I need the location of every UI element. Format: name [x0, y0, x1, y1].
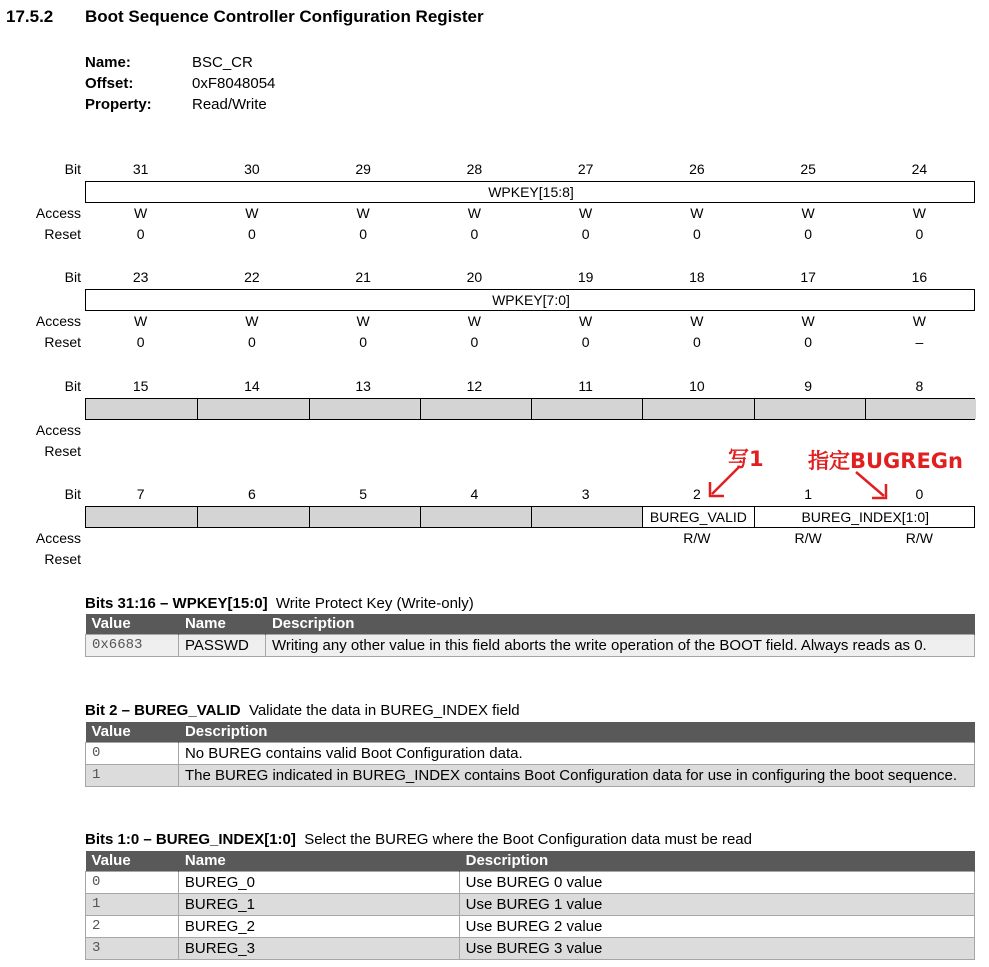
- bit-number: 21: [355, 269, 371, 285]
- register-row: [85, 181, 975, 203]
- register-row: [85, 506, 975, 528]
- reserved-bit-field: [197, 507, 308, 527]
- section-index-title: Bits 1:0 – BUREG_INDEX[1:0] Select the BUREG where the Boot Configuration data must be read: [85, 831, 752, 848]
- meta-value: Read/Write: [192, 96, 267, 113]
- row-label-reset: Reset: [44, 334, 81, 350]
- text-cell: PASSWD: [178, 635, 265, 657]
- table-row: [86, 894, 975, 916]
- row-label-bit: Bit: [64, 378, 81, 394]
- table-row: [86, 765, 975, 787]
- access-value: W: [134, 205, 148, 221]
- reset-value: 0: [136, 226, 145, 242]
- register-field: BUREG_VALID: [642, 507, 753, 527]
- value-cell: 2: [86, 916, 179, 938]
- text-cell: No BUREG contains valid Boot Configuration data.: [178, 743, 974, 765]
- access-value: W: [912, 205, 926, 221]
- annotation-write-one: 写1: [728, 447, 764, 471]
- text-cell: BUREG_0: [178, 872, 459, 894]
- bit-number: 31: [132, 161, 149, 177]
- bit-number: 17: [800, 269, 816, 285]
- access-value: R/W: [794, 530, 822, 546]
- reset-value: 0: [470, 226, 479, 242]
- text-cell: Use BUREG 3 value: [459, 938, 974, 960]
- access-value: W: [356, 313, 370, 329]
- bit-number: 5: [359, 486, 368, 502]
- row-label-access: Access: [35, 205, 81, 221]
- meta-value: BSC_CR: [192, 54, 253, 71]
- bit-number: 19: [577, 269, 594, 285]
- bit-number: 11: [578, 378, 593, 394]
- reset-value: 0: [136, 334, 145, 350]
- access-value: W: [245, 313, 259, 329]
- bit-number: 27: [577, 161, 594, 177]
- value-cell: 0: [86, 872, 179, 894]
- row-label-bit: Bit: [64, 486, 81, 502]
- reset-value: 0: [692, 334, 701, 350]
- table-header: Value: [86, 722, 179, 743]
- access-value: R/W: [905, 530, 933, 546]
- text-cell: BUREG_1: [178, 894, 459, 916]
- register-row: [85, 398, 975, 420]
- value-cell: 1: [86, 894, 179, 916]
- row-label-reset: Reset: [44, 551, 81, 567]
- bit-number: 6: [247, 486, 256, 502]
- value-cell: 1: [86, 765, 179, 787]
- table-header: Description: [459, 851, 974, 872]
- table-header: Value: [86, 851, 179, 872]
- access-value: W: [467, 205, 481, 221]
- bit-number: 23: [132, 269, 149, 285]
- bit-number: 28: [466, 161, 483, 177]
- access-value: W: [467, 313, 481, 329]
- access-value: W: [579, 205, 593, 221]
- reset-value: 0: [359, 226, 368, 242]
- reset-value: 0: [247, 334, 256, 350]
- text-cell: Writing any other value in this field aborts the write operation of the BOOT field. Always reads as 0.: [265, 635, 974, 657]
- page-title: Boot Sequence Controller Configuration Register: [85, 7, 484, 26]
- row-label-reset: Reset: [44, 226, 81, 242]
- bit-number: 10: [689, 378, 705, 394]
- reset-value: 0: [804, 226, 813, 242]
- reserved-bit-field: [197, 399, 308, 419]
- bit-number: 1: [804, 486, 813, 502]
- meta-value: 0xF8048054: [192, 75, 276, 92]
- reset-value: 0: [581, 334, 590, 350]
- reset-value: 0: [247, 226, 256, 242]
- access-value: W: [245, 205, 259, 221]
- bit-number: 4: [470, 486, 479, 502]
- bit-number: 18: [689, 269, 705, 285]
- bit-number: 25: [800, 161, 816, 177]
- access-value: W: [801, 205, 815, 221]
- bit-number: 7: [136, 486, 145, 502]
- row-label-reset: Reset: [44, 443, 81, 459]
- meta-key: Property:: [85, 96, 152, 113]
- annotation-arrow-right: [852, 468, 892, 502]
- bit-number: 2: [692, 486, 701, 502]
- reset-value: 0: [804, 334, 813, 350]
- register-row: [85, 289, 975, 311]
- reserved-bit-field: [420, 507, 531, 527]
- value-cell: 0: [86, 743, 179, 765]
- register-field: WPKEY[7:0]: [492, 292, 570, 308]
- table-header: Description: [265, 614, 974, 635]
- bit-number: 24: [911, 161, 928, 177]
- wpkey-table: [85, 614, 975, 657]
- section-wpkey-title: Bits 31:16 – WPKEY[15:0] Write Protect Key (Write-only): [85, 595, 474, 612]
- bit-number: 8: [915, 378, 924, 394]
- bit-number: 20: [466, 269, 483, 285]
- table-header: Name: [178, 614, 265, 635]
- table-row: [86, 916, 975, 938]
- section-valid-title: Bit 2 – BUREG_VALID Validate the data in BUREG_INDEX field: [85, 702, 520, 719]
- bureg-index-table: [85, 851, 975, 960]
- table-row: [86, 635, 975, 657]
- table-row: [86, 938, 975, 960]
- row-label-bit: Bit: [64, 269, 81, 285]
- access-value: W: [579, 313, 593, 329]
- text-cell: BUREG_2: [178, 916, 459, 938]
- access-value: W: [356, 205, 370, 221]
- reset-value: 0: [692, 226, 701, 242]
- annotation-select-bureg: 指定BUGREGn: [808, 449, 963, 473]
- bit-number: 9: [804, 378, 813, 394]
- text-cell: BUREG_3: [178, 938, 459, 960]
- register-field: WPKEY[15:8]: [488, 184, 574, 200]
- bit-number: 12: [466, 378, 483, 394]
- reserved-bit-field: [86, 399, 197, 419]
- access-value: W: [690, 205, 704, 221]
- reset-value: 0: [359, 334, 368, 350]
- access-value: R/W: [683, 530, 711, 546]
- meta-key: Name:: [85, 54, 131, 71]
- table-row: [86, 872, 975, 894]
- bit-number: 26: [689, 161, 705, 177]
- row-label-bit: Bit: [64, 161, 81, 177]
- row-label-access: Access: [35, 313, 81, 329]
- table-row: [86, 743, 975, 765]
- access-value: W: [801, 313, 815, 329]
- table-header: Name: [178, 851, 459, 872]
- text-cell: Use BUREG 2 value: [459, 916, 974, 938]
- reserved-bit-field: [420, 399, 531, 419]
- annotation-arrow-left: [700, 462, 750, 502]
- text-cell: The BUREG indicated in BUREG_INDEX contains Boot Configuration data for use in configuring the boot sequence.: [178, 765, 974, 787]
- bureg-valid-table: [85, 722, 975, 787]
- meta-key: Offset:: [85, 75, 134, 92]
- register-field: BUREG_INDEX[1:0]: [754, 507, 977, 527]
- reset-value: 0: [470, 334, 479, 350]
- access-value: W: [912, 313, 926, 329]
- reserved-bit-field: [865, 399, 976, 419]
- bit-number: 13: [355, 378, 371, 394]
- access-value: W: [690, 313, 704, 329]
- bit-number: 14: [244, 378, 260, 394]
- row-label-access: Access: [35, 530, 81, 546]
- reserved-bit-field: [642, 399, 753, 419]
- reserved-bit-field: [309, 507, 420, 527]
- value-cell: 0x6683: [86, 635, 179, 657]
- reserved-bit-field: [309, 399, 420, 419]
- bit-number: 30: [244, 161, 260, 177]
- reserved-bit-field: [531, 399, 642, 419]
- value-cell: 3: [86, 938, 179, 960]
- bit-number: 16: [911, 269, 928, 285]
- section-number: 17.5.2: [6, 7, 54, 26]
- bit-number: 15: [132, 378, 149, 394]
- reset-value: –: [915, 334, 924, 350]
- table-header: Description: [178, 722, 974, 743]
- bit-number: 29: [355, 161, 371, 177]
- reserved-bit-field: [531, 507, 642, 527]
- reset-value: 0: [581, 226, 590, 242]
- text-cell: Use BUREG 1 value: [459, 894, 974, 916]
- row-label-access: Access: [35, 422, 81, 438]
- reset-value: 0: [915, 226, 924, 242]
- reserved-bit-field: [86, 507, 197, 527]
- text-cell: Use BUREG 0 value: [459, 872, 974, 894]
- bit-number: 3: [581, 486, 590, 502]
- bit-number: 0: [915, 486, 924, 502]
- table-header: Value: [86, 614, 179, 635]
- reserved-bit-field: [754, 399, 865, 419]
- access-value: W: [134, 313, 148, 329]
- bit-number: 22: [244, 269, 260, 285]
